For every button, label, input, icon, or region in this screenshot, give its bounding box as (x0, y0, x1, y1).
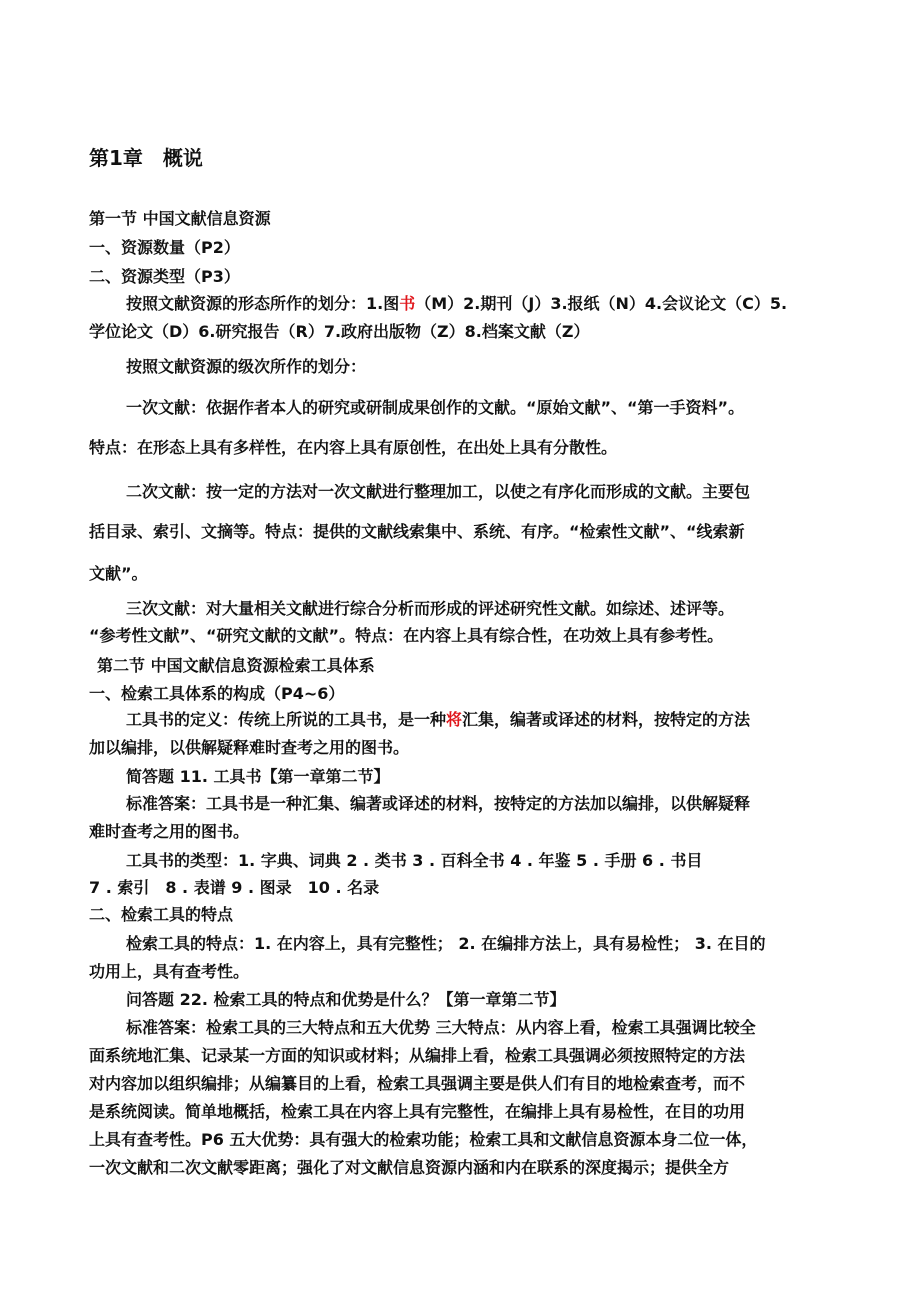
retrieval-tool-features-line-2: 功用上，具有查考性。 (89, 962, 250, 981)
form-division-text-a: 按照文献资源的形态所作的划分：1.图 (126, 294, 400, 313)
answer-11-line-2: 难时查考之用的图书。 (89, 822, 250, 841)
answer-22-line-5: 上具有查考性。P6 五大优势：具有强大的检索功能；检索工具和文献信息资源本身二位一体， (89, 1130, 758, 1149)
reference-book-types-line-2: 7 . 索引 8 . 表谱 9 . 图录 10 . 名录 (89, 878, 380, 897)
section-1-item-1: 一、资源数量（P2） (89, 238, 240, 257)
section-2-item-2: 二、检索工具的特点 (89, 905, 234, 924)
form-division-text-b: （M）2.期刊（J）3.报纸（N）4.会议论文（C）5. (415, 294, 788, 313)
form-division-line-2: 学位论文（D）6.研究报告（R）7.政府出版物（Z）8.档案文献（Z） (89, 322, 590, 341)
section-1-item-2: 二、资源类型（P3） (89, 267, 240, 286)
primary-literature-definition: 一次文献：依据作者本人的研究或研制成果创作的文献。“原始文献”、“第一手资料”。 (126, 398, 745, 417)
reference-book-definition-line-2: 加以编排，以供解疑释难时查考之用的图书。 (89, 738, 410, 757)
tertiary-literature-line-2: “参考性文献”、“研究文献的文献”。特点：在内容上具有综合性，在功效上具有参考性。 (89, 626, 724, 645)
highlight-char-shu: 书 (399, 294, 416, 313)
section-2-heading: 第二节 中国文献信息资源检索工具体系 (97, 656, 375, 675)
form-division-line-1 (126, 292, 878, 316)
highlight-char-jiang: 将 (446, 710, 463, 729)
reference-book-types-line-1: 工具书的类型：1. 字典、词典 2 . 类书 3 . 百科全书 4 . 年鉴 5 . 手册 6 . 书目 (126, 851, 703, 870)
retrieval-tool-features-line-1: 检索工具的特点：1. 在内容上，具有完整性； 2. 在编排方法上，具有易检性； 3. 在目的 (126, 934, 766, 953)
secondary-literature-line-2: 括目录、索引、文摘等。特点：提供的文献线索集中、系统、有序。“检索性文献”、“线索新 (89, 522, 745, 541)
answer-22-line-6: 一次文献和二次文献零距离；强化了对文献信息资源内涵和内在联系的深度揭示；提供全方 (89, 1158, 730, 1177)
answer-22-line-1: 标准答案：检索工具的三大特点和五大优势 三大特点：从内容上看，检索工具强调比较全 (126, 1018, 756, 1037)
answer-22-line-3: 对内容加以组织编排；从编纂目的上看，检索工具强调主要是供人们有目的地检索查考，而不 (89, 1074, 746, 1093)
answer-22-line-4: 是系统阅读。简单地概括，检索工具在内容上具有完整性，在编排上具有易检性，在目的功用 (89, 1102, 746, 1121)
level-division: 按照文献资源的级次所作的划分： (126, 357, 367, 376)
answer-11-line-1: 标准答案：工具书是一种汇集、编著或译述的材料，按特定的方法加以编排，以供解疑释 (126, 794, 751, 813)
answer-22-line-2: 面系统地汇集、记录某一方面的知识或材料；从编排上看，检索工具强调必须按照特定的方法 (89, 1046, 746, 1065)
primary-literature-features: 特点：在形态上具有多样性，在内容上具有原创性，在出处上具有分散性。 (89, 438, 618, 457)
question-11: 简答题 11. 工具书【第一章第二节】 (126, 767, 390, 786)
chapter-title: 第1章 概说 (89, 146, 203, 170)
definition-text-a: 工具书的定义：传统上所说的工具书，是一种 (126, 710, 447, 729)
tertiary-literature-line-1: 三次文献：对大量相关文献进行综合分析而形成的评述研究性文献。如综述、述评等。 (126, 599, 735, 618)
question-22: 问答题 22. 检索工具的特点和优势是什么？【第一章第二节】 (126, 990, 566, 1009)
definition-text-b: 汇集，编著或译述的材料，按特定的方法 (462, 710, 751, 729)
secondary-literature-line-1: 二次文献：按一定的方法对一次文献进行整理加工，以使之有序化而形成的文献。主要包 (126, 482, 751, 501)
section-1-heading: 第一节 中国文献信息资源 (89, 209, 271, 228)
secondary-literature-line-3: 文献”。 (89, 564, 148, 583)
section-2-item-1: 一、检索工具体系的构成（P4~6） (89, 684, 345, 703)
reference-book-definition-line-1 (126, 708, 878, 732)
